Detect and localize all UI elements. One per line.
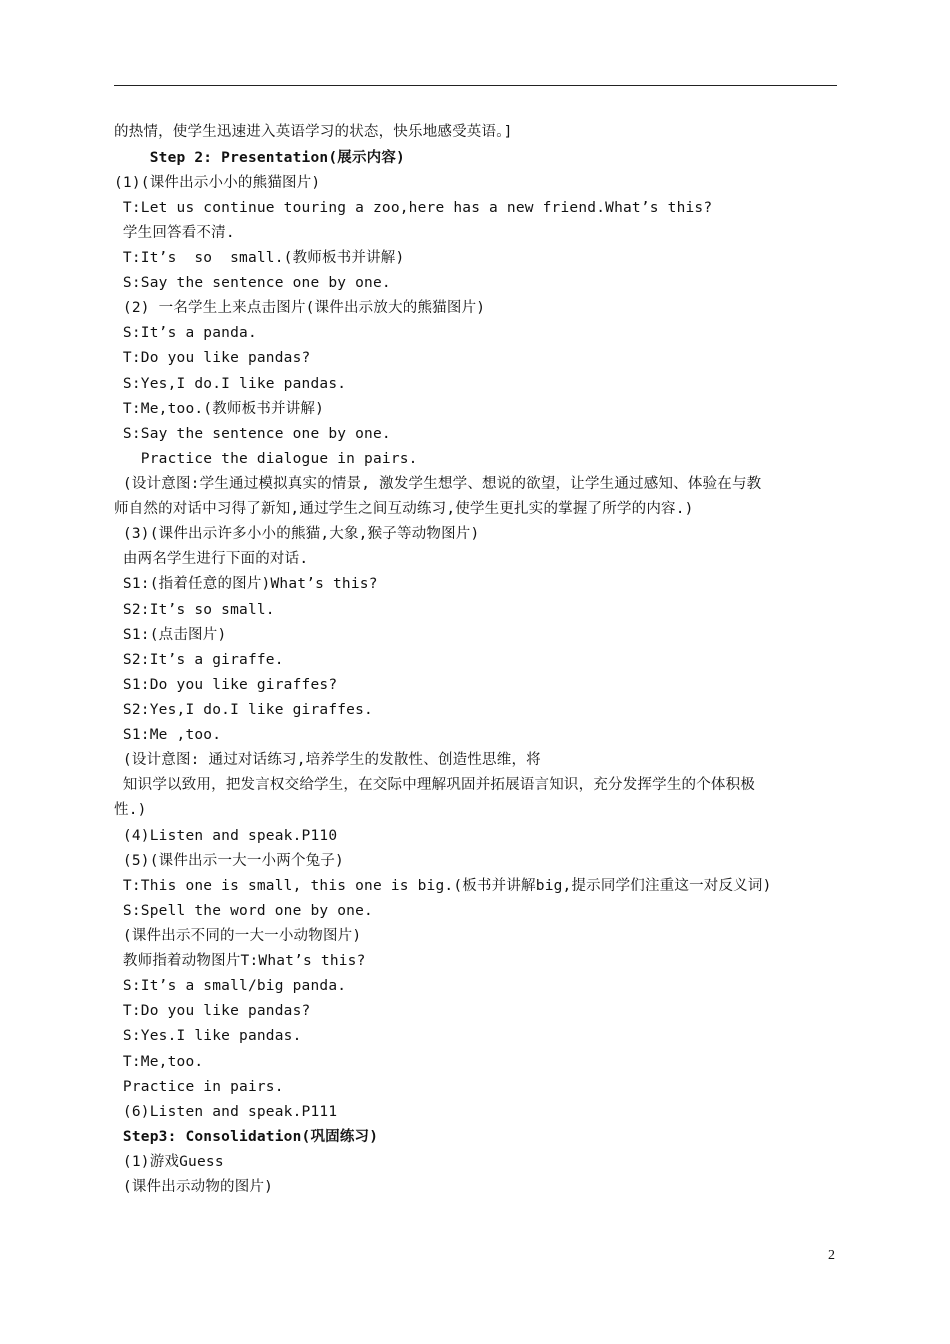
text-line: T:Do you like pandas? bbox=[114, 350, 311, 366]
text-line: S:Say the sentence one by one. bbox=[114, 426, 391, 442]
text-line: S:Spell the word one by one. bbox=[114, 903, 373, 919]
text-line: S:It’s a panda. bbox=[114, 325, 257, 341]
text-line: S1:Do you like giraffes? bbox=[114, 677, 338, 693]
text-line: (设计意图: 通过对话练习,培养学生的发散性、创造性思维，将 bbox=[114, 752, 541, 768]
text-line: (1)游戏Guess bbox=[114, 1154, 224, 1170]
text-line: 由两名学生进行下面的对话. bbox=[114, 551, 309, 567]
text-line: S2:It’s so small. bbox=[114, 602, 275, 618]
text-line: 知识学以致用，把发言权交给学生，在交际中理解巩固并拓展语言知识，充分发挥学生的个体积极 bbox=[114, 777, 756, 793]
text-line: S:Say the sentence one by one. bbox=[114, 275, 391, 291]
text-line: (2) 一名学生上来点击图片(课件出示放大的熊猫图片) bbox=[114, 300, 486, 316]
text-line: 教师指着动物图片T:What’s this? bbox=[114, 953, 366, 969]
text-line: 的热情，使学生迅速进入英语学习的状态，快乐地感受英语。] bbox=[114, 124, 513, 140]
text-line: S1:(点击图片) bbox=[114, 627, 227, 643]
text-line: T:Do you like pandas? bbox=[114, 1003, 311, 1019]
text-line: (课件出示不同的一大一小动物图片) bbox=[114, 928, 362, 944]
step-heading: Step 2: Presentation(展示内容) bbox=[114, 150, 405, 166]
text-line: 性.) bbox=[114, 802, 147, 818]
text-line: 师自然的对话中习得了新知,通过学生之间互动练习,使学生更扎实的掌握了所学的内容.) bbox=[114, 501, 694, 517]
text-line: T:Me,too.(教师板书并讲解) bbox=[114, 401, 325, 417]
header-rule bbox=[114, 85, 837, 86]
text-line: S:Yes,I do.I like pandas. bbox=[114, 376, 347, 392]
text-line: (3)(课件出示许多小小的熊猫,大象,猴子等动物图片) bbox=[114, 526, 480, 542]
text-line: (1)(课件出示小小的熊猫图片) bbox=[114, 175, 321, 191]
text-line: T:Let us continue touring a zoo,here has a new friend.What’s this? bbox=[114, 200, 713, 216]
text-line: S2:Yes,I do.I like giraffes. bbox=[114, 702, 373, 718]
text-line: (5)(课件出示一大一小两个兔子) bbox=[114, 853, 344, 869]
text-line: S:It’s a small/big panda. bbox=[114, 978, 347, 994]
text-line: 学生回答看不清. bbox=[114, 225, 235, 241]
text-line: (设计意图:学生通过模拟真实的情景, 激发学生想学、想说的欲望，让学生通过感知、体验在与教 bbox=[114, 476, 762, 492]
page-number: 2 bbox=[828, 1248, 835, 1263]
text-line: T:It’s so small.(教师板书并讲解) bbox=[114, 250, 405, 266]
text-line: (课件出示动物的图片) bbox=[114, 1179, 274, 1195]
text-line: T:Me,too. bbox=[114, 1054, 204, 1070]
text-line: T:This one is small, this one is big.(板书并讲解big,提示同学们注重这一对反义词) bbox=[114, 878, 772, 894]
text-line: S1:(指着任意的图片)What’s this? bbox=[114, 576, 378, 592]
text-line: (4)Listen and speak.P110 bbox=[114, 828, 338, 844]
text-line: S1:Me ,too. bbox=[114, 727, 222, 743]
text-line: Practice the dialogue in pairs. bbox=[114, 451, 418, 467]
text-line: S2:It’s a giraffe. bbox=[114, 652, 284, 668]
text-line: S:Yes.I like pandas. bbox=[114, 1028, 302, 1044]
text-line: Practice in pairs. bbox=[114, 1079, 284, 1095]
step-heading: Step3: Consolidation(巩固练习) bbox=[114, 1129, 379, 1145]
text-line: (6)Listen and speak.P111 bbox=[114, 1104, 338, 1120]
